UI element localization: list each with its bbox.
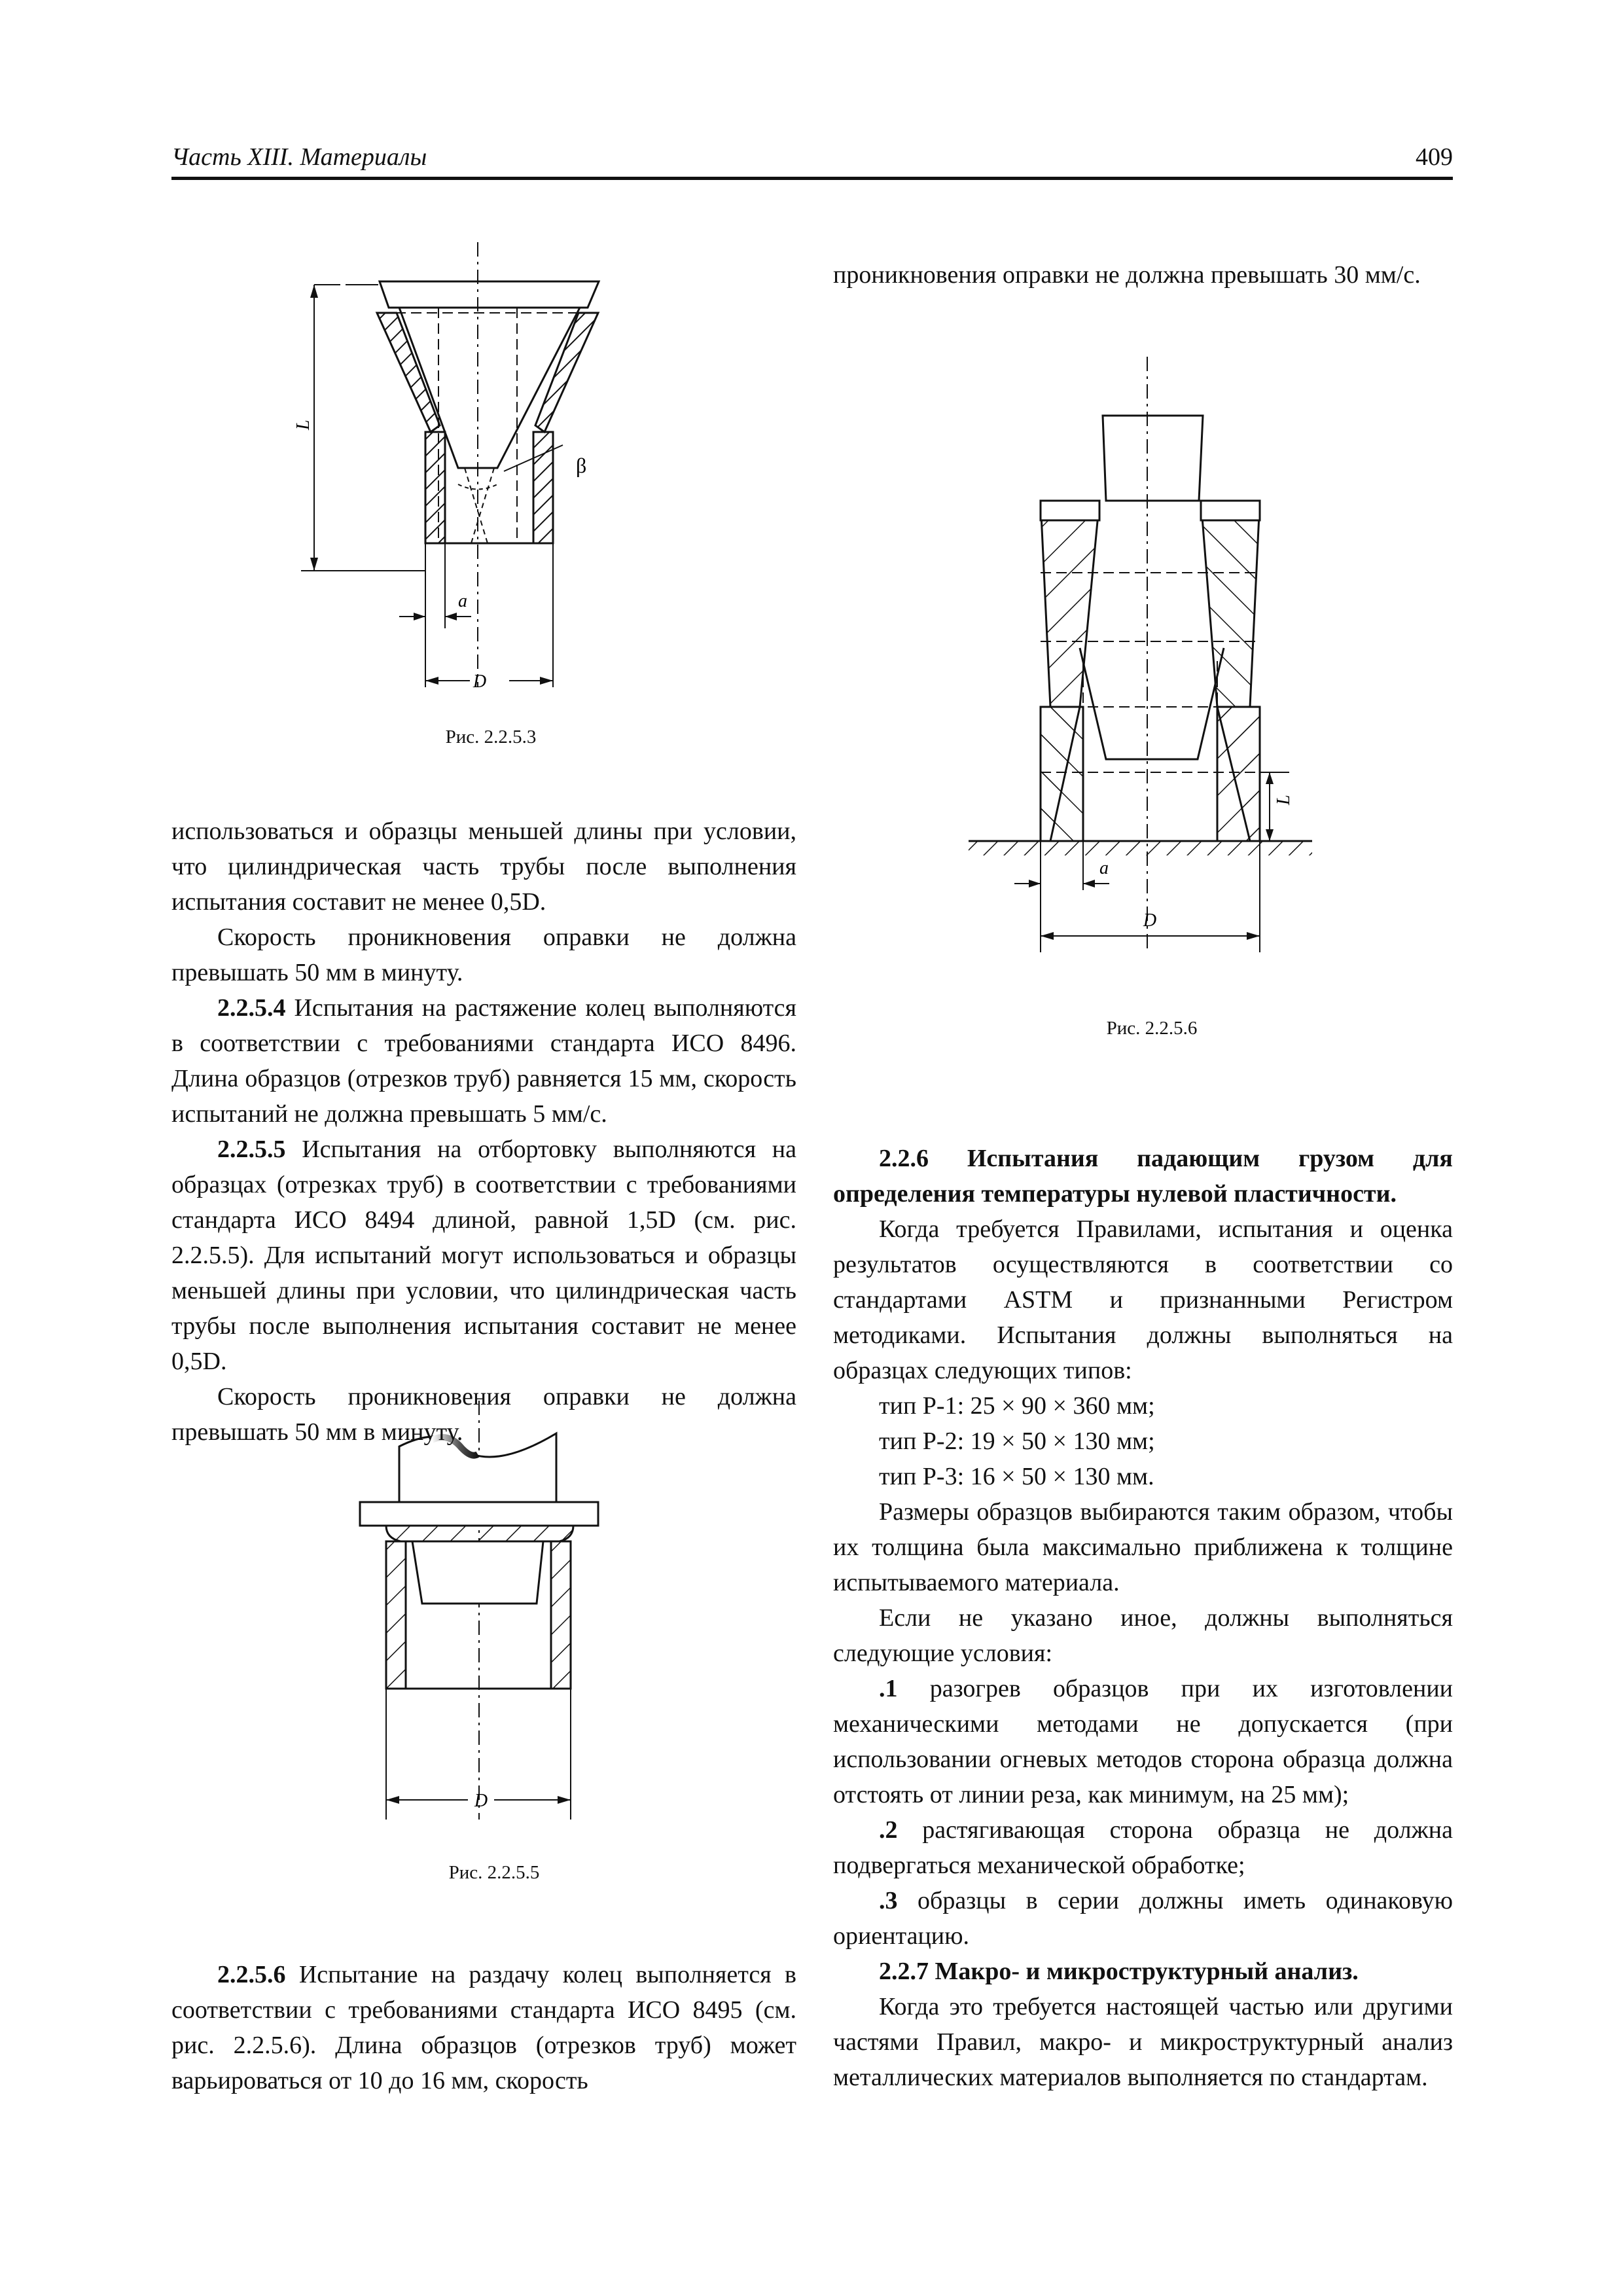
paragraph: использоваться и образцы меньшей длины при условии, что цилиндрическая часть трубы после выполнения испытания составит не менее 0,5D.: [171, 817, 796, 916]
paragraph: Скорость проникновения оправки не должна превышать 50 мм в минуту.: [171, 924, 796, 986]
label-L: L: [1274, 795, 1294, 805]
label-a: a: [458, 591, 467, 611]
condition-item: [833, 1812, 1453, 1883]
type-item: тип Р-2: 19 × 50 × 130 мм;: [879, 1427, 1155, 1455]
running-head-title: Часть XIII. Материалы: [171, 143, 427, 171]
clause-number: 2.2.5.5: [217, 1136, 286, 1163]
item-number: .1: [879, 1675, 898, 1702]
section-heading-2-2-6: 2.2.6 Испытания падающим грузом для определения температуры нулевой пластичности.: [833, 1145, 1453, 1208]
label-beta: β: [576, 454, 587, 477]
clause-text: Испытание на раздачу колец выполняется в соответствии с требованиями стандарта ИСО 8495 (см. рис. 2.2.5.6). Длина образцов (отрезков труб) может варьироваться от 10 до 16 мм, скорость: [171, 1961, 796, 2094]
type-item: тип Р-3: 16 × 50 × 130 мм.: [879, 1463, 1154, 1490]
section-heading-2-2-7: 2.2.7 Макро- и микроструктурный анализ.: [879, 1958, 1359, 1985]
left-column-text-bottom: [171, 1957, 796, 2098]
figure-caption: Рис. 2.2.5.3: [445, 726, 537, 747]
item-number: .2: [879, 1816, 898, 1844]
label-a: a: [1099, 858, 1109, 878]
figure-caption: Рис. 2.2.5.6: [1106, 1018, 1198, 1039]
label-D: D: [474, 1791, 488, 1811]
paragraph-2-2-5-5: [171, 1132, 796, 1379]
figure-2-2-5-5: [340, 1401, 654, 1820]
figure-2-2-5-6: [955, 353, 1322, 962]
item-text: растягивающая сторона образца не должна подвергаться механической обработке;: [833, 1816, 1453, 1879]
type-item: тип Р-1: 25 × 90 × 360 мм;: [879, 1392, 1155, 1420]
paragraph: проникновения оправки не должна превышать 30 мм/с.: [833, 261, 1421, 289]
label-D: D: [1143, 910, 1157, 931]
label-D: D: [473, 672, 487, 692]
paragraph-2-2-5-6: [171, 1957, 796, 2098]
item-text: образцы в серии должны иметь одинаковую ориентацию.: [833, 1887, 1453, 1950]
paragraph: Когда это требуется настоящей частью или другими частями Правил, макро- и микроструктурный анализ металлических материалов выполняется по стандартам.: [833, 1993, 1453, 2091]
label-L: L: [293, 420, 313, 430]
paragraph: Когда требуется Правилами, испытания и оценка результатов осуществляются в соответствии со стандартами ASTM и признанными Регистром методиками. Испытания должны выполняться на образцах следующих типов:: [833, 1215, 1453, 1384]
condition-item: [833, 1671, 1453, 1812]
figure-2-2-5-3: [262, 236, 615, 707]
item-number: .3: [879, 1887, 898, 1914]
clause-number: 2.2.5.4: [217, 994, 286, 1022]
paragraph-2-2-5-4: [171, 990, 796, 1132]
running-head: [171, 143, 1453, 180]
clause-text: Испытания на отбортовку выполняются на образцах (отрезках труб) в соответствии с требованиями стандарта ИСО 8494 длиной, равной 1,5D (см. рис. 2.2.5.5). Для испытаний могут использоваться и образцы меньшей длины при условии, что цилиндрическая часть трубы после выполнения испытания составит не менее 0,5D.: [171, 1136, 796, 1375]
item-text: разогрев образцов при их изготовлении механическими методами не допускается (при использовании огневых методов сторона образца должна отстоять от линии реза, как минимум, на 25 мм);: [833, 1675, 1453, 1808]
right-column-text-main: [833, 1141, 1453, 2095]
right-column-text-top: [833, 257, 1453, 293]
paragraph: Размеры образцов выбираются таким образом, чтобы их толщина была максимально приближена к толщине испытываемого материала.: [833, 1498, 1453, 1596]
clause-text: Испытания на растяжение колец выполняются в соответствии с требованиями стандарта ИСО 8496. Длина образцов (отрезков труб) равняется 15 мм, скорость испытаний не должна превышать 5 мм/с.: [171, 994, 796, 1128]
left-column-text-top: [171, 814, 796, 1450]
condition-item: [833, 1883, 1453, 1954]
figure-caption: Рис. 2.2.5.5: [448, 1862, 540, 1883]
clause-number: 2.2.5.6: [217, 1961, 286, 1988]
paragraph: Скорость проникновения оправки не должна превышать 50 мм в минуту.: [171, 1383, 796, 1446]
paragraph: Если не указано иное, должны выполняться следующие условия:: [833, 1604, 1453, 1667]
page-number: 409: [1416, 143, 1453, 171]
